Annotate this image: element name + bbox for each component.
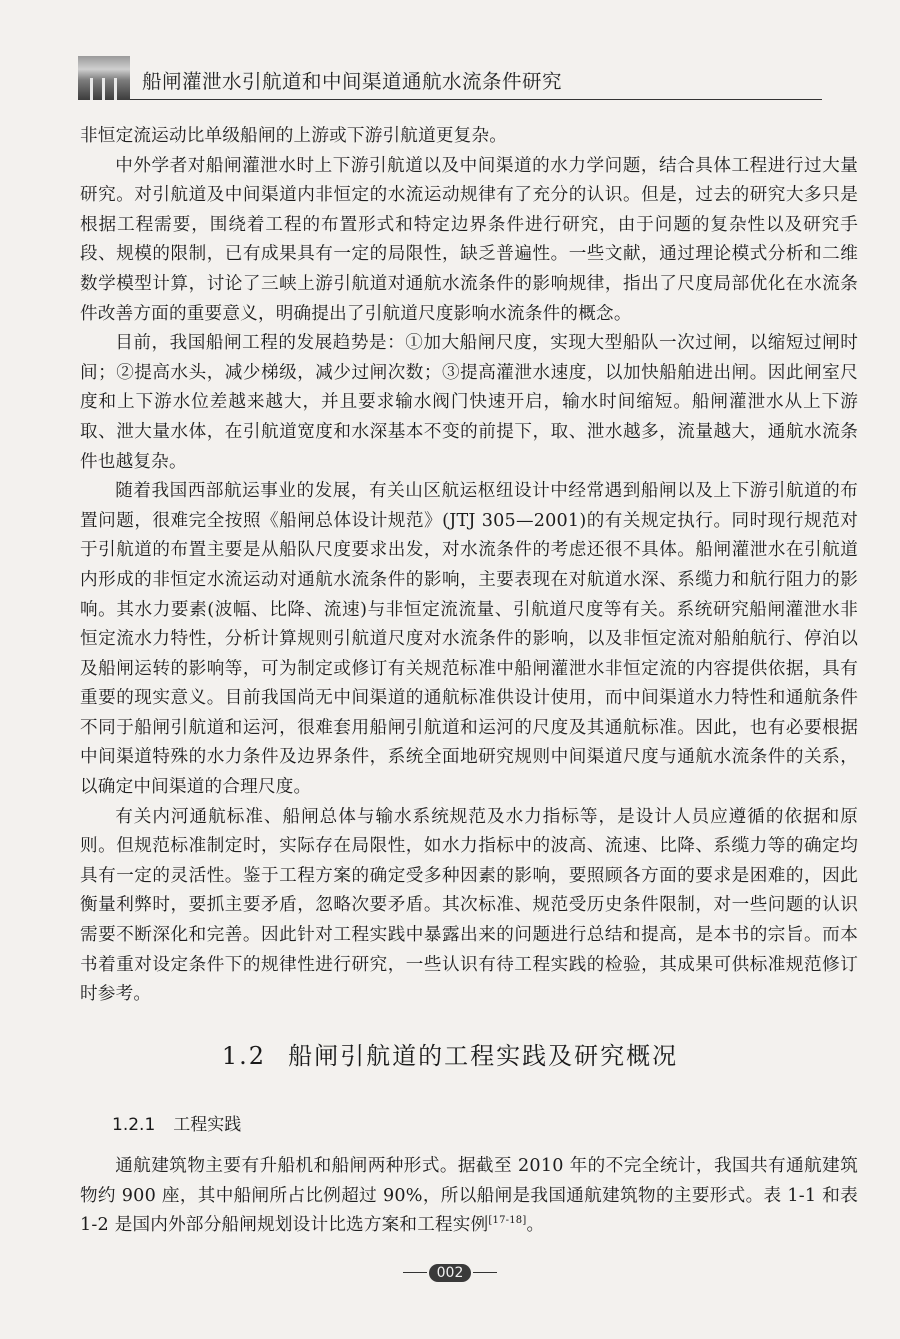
page-footer	[0, 1262, 900, 1282]
header-photo-icon	[78, 56, 130, 100]
running-header	[78, 52, 822, 106]
subsection-heading	[112, 1110, 241, 1135]
header-title: 船闸灌泄水引航道和中间渠道通航水流条件研究	[142, 70, 563, 93]
section-number: 1.2	[221, 1042, 267, 1070]
subsection-title: 工程实践	[173, 1115, 242, 1135]
paragraph	[80, 1152, 858, 1241]
paragraph-end: 。	[526, 1215, 545, 1236]
paragraph: 目前，我国船闸工程的发展趋势是：①加大船闸尺度，实现大型船队一次过闸，以缩短过闸时间；②提高水头，减少梯级，减少过闸次数；③提高灌泄水速度，以加快船舶进出闸。因此闸室尺度和上下游水位差越来越大，并且要求输水阀门快速开启，输水时间缩短。船闸灌泄水从上下游取、泄大量水体，在引航道宽度和水深基本不变的前提下，取、泄水越多，流量越大，通航水流条件也越复杂。	[80, 333, 858, 472]
section-heading	[0, 1036, 900, 1071]
paragraph: 非恒定流运动比单级船闸的上游或下游引航道更复杂。	[80, 126, 508, 146]
citation-reference: [17-18]	[488, 1215, 527, 1227]
subsection-number: 1.2.1	[112, 1115, 156, 1135]
paragraph: 有关内河通航标准、船闸总体与输水系统规范及水力指标等，是设计人员应遵循的依据和原则。但规范标准制定时，实际存在局限性，如水力指标中的波高、流速、比降、系缆力等的确定均具有一定的灵活性。鉴于工程方案的确定受多种因素的影响，要照顾各方面的要求是困难的，因此衡量利弊时，要抓主要矛盾，忽略次要矛盾。其次标准、规范受历史条件限制，对一些问题的认识需要不断深化和完善。因此针对工程实践中暴露出来的问题进行总结和提高，是本书的宗旨。而本书着重对设定条件下的规律性进行研究，一些认识有待工程实践的检验，其成果可供标准规范修订时参考。	[80, 806, 858, 1005]
page-number: 002	[429, 1264, 472, 1282]
paragraph-text: 通航建筑物主要有升船机和船闸两种形式。据截至 2010 年的不完全统计，我国共有通航建筑物约 900 座，其中船闸所占比例超过 90%，所以船闸是我国通航建筑物的主要形式。表 1-1 和表 1-2 是国内外部分船闸规划设计比选方案和工程实例	[80, 1156, 858, 1236]
paragraph: 随着我国西部航运事业的发展，有关山区航运枢纽设计中经常遇到船闸以及上下游引航道的布置问题，很难完全按照《船闸总体设计规范》(JTJ 305—2001)的有关规定执行。同时现行规范对于引航道的布置主要是从船队尺度要求出发，对水流条件的考虑还很不具体。船闸灌泄水在引航道内形成的非恒定水流运动对通航水流条件的影响，主要表现在对航道水深、系缆力和航行阻力的影响。其水力要素(波幅、比降、流速)与非恒定流流量、引航道尺度等有关。系统研究船闸灌泄水非恒定流水力特性，分析计算规则引航道尺度对水流条件的影响，以及非恒定流对船舶航行、停泊以及船闸运转的影响等，可为制定或修订有关规范标准中船闸灌泄水非恒定流的内容提供依据，具有重要的现实意义。目前我国尚无中间渠道的通航标准供设计使用，而中间渠道水力特性和通航条件不同于船闸引航道和运河，很难套用船闸引航道和运河的尺度及其通航标准。因此，也有必要根据中间渠道特殊的水力条件及边界条件，系统全面地研究规则中间渠道尺度与通航水流条件的关系，以确定中间渠道的合理尺度。	[80, 481, 858, 798]
body-text	[80, 122, 858, 1010]
subsection-body	[80, 1152, 858, 1241]
section-title: 船闸引航道的工程实践及研究概况	[288, 1042, 679, 1070]
footer-rule-right	[473, 1272, 497, 1273]
paragraph: 中外学者对船闸灌泄水时上下游引航道以及中间渠道的水力学问题，结合具体工程进行过大量研究。对引航道及中间渠道内非恒定的水流运动规律有了充分的认识。但是，过去的研究大多只是根据工程需要，围绕着工程的布置形式和特定边界条件进行研究，由于问题的复杂性以及研究手段、规模的限制，已有成果具有一定的局限性，缺乏普遍性。一些文献，通过理论模式分析和二维数学模型计算，讨论了三峡上游引航道对通航水流条件的影响规律，指出了尺度局部优化在水流条件改善方面的重要意义，明确提出了引航道尺度影响水流条件的概念。	[80, 155, 858, 324]
header-rule	[130, 99, 822, 100]
footer-rule-left	[403, 1272, 427, 1273]
